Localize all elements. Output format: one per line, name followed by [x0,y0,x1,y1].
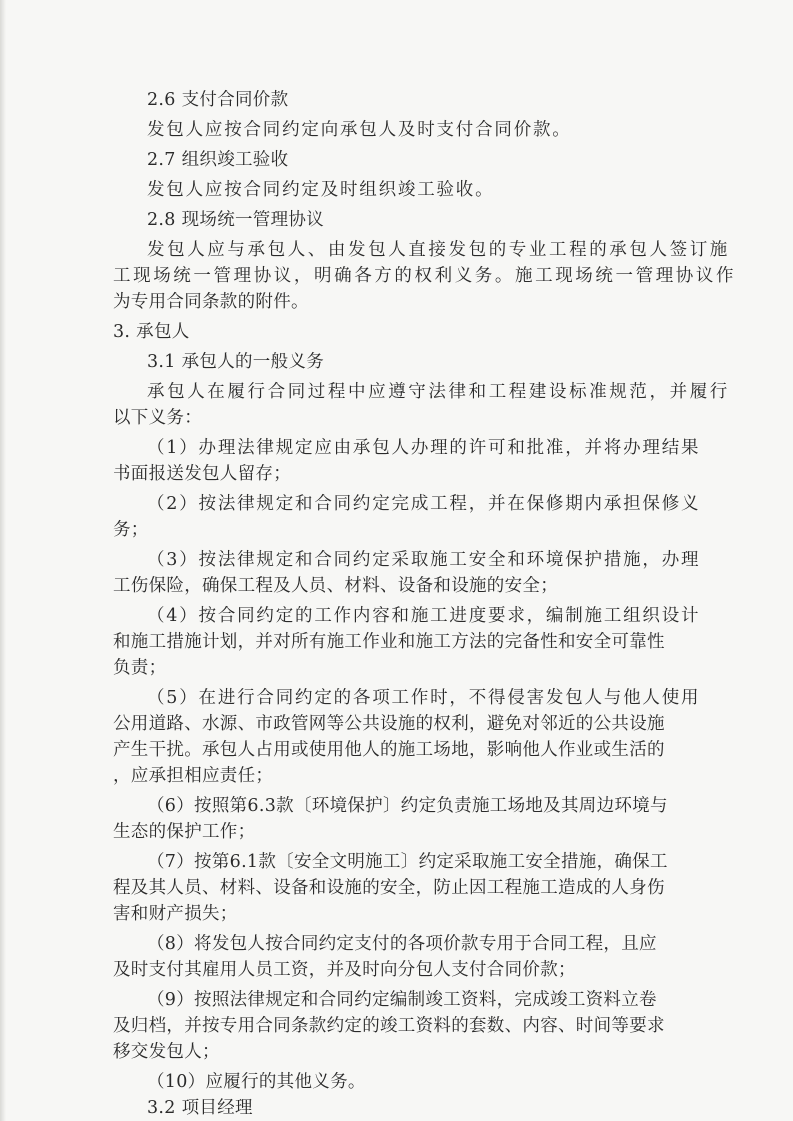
section-intro-3-1-line-2: 以下义务： [113,408,202,428]
obligation-item-4-line-3: 负责； [113,658,167,678]
obligation-item-3-line-2: 工伤保险，确保工程及人员、材料、设备和设施的安全； [113,576,558,596]
obligation-item-5-line-4: ，应承担相应责任； [113,766,274,786]
section-heading-3-1: 3.1 承包人的一般义务 [147,352,324,372]
section-body-2-8-line-3: 为专用合同条款的附件。 [113,292,309,312]
section-body-2-6-line-1: 发包人应按合同约定向承包人及时支付合同价款。 [147,120,572,140]
obligation-item-2-line-2: 务； [113,520,149,540]
section-body-2-7-line-1: 发包人应按合同约定及时组织竣工验收。 [147,180,495,200]
obligation-item-3-line-1: （3）按法律规定和合同约定采取施工安全和环境保护措施，办理 [147,550,701,570]
obligation-item-4-line-2: 和施工措施计划，并对所有施工作业和施工方法的完备性和安全可靠性 [113,632,665,652]
obligation-item-1-line-1: （1）办理法律规定应由承包人办理的许可和批准，并将办理结果 [147,438,701,458]
obligation-item-1-line-2: 书面报送发包人留存； [113,464,291,484]
section-heading-2-8: 2.8 现场统一管理协议 [147,210,324,230]
obligation-item-8-line-1: （8）将发包人按合同约定支付的各项价款专用于合同工程，且应 [147,934,657,954]
obligation-item-6-line-2: 生态的保护工作； [113,822,256,842]
obligation-item-6-line-1: （6）按照第6.3款〔环境保护〕约定负责施工场地及其周边环境与 [147,796,668,816]
obligation-item-10-line-1: （10）应履行的其他义务。 [147,1072,366,1092]
obligation-item-7-line-1: （7）按第6.1款〔安全文明施工〕约定采取施工安全措施，确保工 [147,852,668,872]
obligation-item-9-line-1: （9）按照法律规定和合同约定编制竣工资料，完成竣工资料立卷 [147,990,657,1010]
section-heading-3-2: 3.2 项目经理 [147,1098,253,1118]
obligation-item-7-line-3: 害和财产损失； [113,904,238,924]
obligation-item-9-line-3: 移交发包人； [113,1042,220,1062]
section-body-2-8-line-2: 工现场统一管理协议，明确各方的权利义务。施工现场统一管理协议作 [113,266,737,286]
obligation-item-5-line-3: 产生干扰。承包人占用或使用他人的施工场地，影响他人作业或生活的 [113,740,665,760]
obligation-item-4-line-1: （4）按合同约定的工作内容和施工进度要求，编制施工组织设计 [147,606,701,626]
chapter-heading-3: 3. 承包人 [113,322,190,342]
obligation-item-5-line-2: 公用道路、水源、市政管网等公共设施的权利，避免对邻近的公共设施 [113,714,665,734]
obligation-item-5-line-1: （5）在进行合同约定的各项工作时，不得侵害发包人与他人使用 [147,688,701,708]
section-heading-2-7: 2.7 组织竣工验收 [147,150,289,170]
obligation-item-8-line-2: 及时支付其雇用人员工资，并及时向分包人支付合同价款； [113,960,576,980]
obligation-item-7-line-2: 程及其人员、材料、设备和设施的安全，防止因工程施工造成的人身伤 [113,878,665,898]
section-body-2-8-line-1: 发包人应与承包人、由发包人直接发包的专业工程的承包人签订施 [147,240,730,260]
obligation-item-2-line-1: （2）按法律规定和合同约定完成工程，并在保修期内承担保修义 [147,494,701,514]
section-intro-3-1-line-1: 承包人在履行合同过程中应遵守法律和工程建设标准规范，并履行 [147,382,730,402]
section-heading-2-6: 2.6 支付合同价款 [147,90,289,110]
obligation-item-9-line-2: 及归档，并按专用合同条款约定的竣工资料的套数、内容、时间等要求 [113,1016,665,1036]
